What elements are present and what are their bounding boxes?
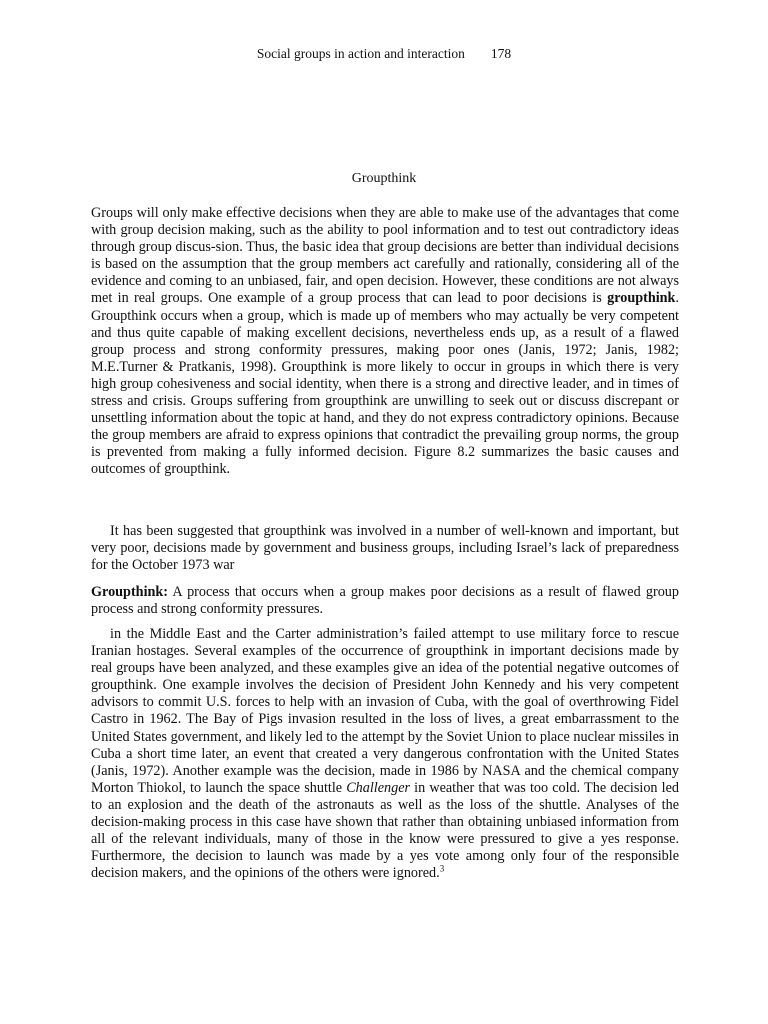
running-title: Social groups in action and interaction — [256, 46, 465, 61]
paragraph-text: . Groupthink occurs when a group, which is made up of members who may actually be very competent and thus quite capable of making excellent decisions, nevertheless ends up, as a result of a flawed group process and strong conformity pressures, making poor ones (Janis, 1972; Janis, 1982; M.E.Turner & Pratkanis, 1998). Groupthink is more likely to occur in groups in which there is very high group cohesiveness and social identity, when there is a strong and directive leader, and in times of stress and crisis. Groups suffering from groupthink are unwilling to seek out or discuss discrepant or unsettling information about the topic at hand, and they do not express contradictory opinions. Because the group members are afraid to express opinions that contradict the prevailing group norms, the group is prevented from making a fully informed decision. Figure 8.2 summarizes the basic causes and outcomes of groupthink. — [91, 290, 679, 478]
section-title: Groupthink — [351, 171, 417, 186]
body-paragraph-3 — [91, 626, 679, 882]
footnote-marker[interactable]: 3 — [439, 863, 445, 874]
italic-term: Challenger — [346, 779, 411, 796]
definition-text: A process that occurs when a group makes poor decisions as a result of flawed group process and strong conformity pressures. — [91, 584, 679, 618]
paragraph-text: in weather that was too cold. The decision led to an explosion and the death of the astronauts as well as the loss of the shuttle. Analyses of the decision-making process in this case have shown that rather than obtaining unbiased information from all of the relevant individuals, many of those in the know were pressured to give a yes response. Furthermore, the decision to launch was made by a yes vote among only four of the responsible decision makers, and the opinions of the others were ignored. — [91, 779, 679, 882]
key-term: groupthink — [607, 290, 676, 307]
page-number: 178 — [490, 46, 512, 61]
paragraph-text: Groups will only make effective decisions when they are able to make use of the advantages that come with group decision making, such as the ability to pool information and to test out contradictory ideas through group discus-sion. Thus, the basic idea that group decisions are better than individual decisions is based on the assumption that the group members act carefully and rationally, considering all of the evidence and coming to an unbiased, fair, and open decision. However, these conditions are not always met in real groups. One example of a group process that can lead to poor decisions is — [91, 205, 679, 307]
paragraph-text: in the Middle East and the Carter administration’s failed attempt to use military force to rescue Iranian hostages. Several examples of the occurrence of groupthink in important decisions made by real groups have been analyzed, and these examples give an idea of the potential negative outcomes of groupthink. One example involves the decision of President John Kennedy and his very competent advisors to commit U.S. forces to help with an invasion of Cuba, with the goal of overthrowing Fidel Castro in 1962. The Bay of Pigs invasion resulted in the loss of lives, a great embarrassment to the United States government, and likely led to the attempt by the Soviet Union to place nuclear missiles in Cuba a short time later, an event that created a very dangerous confrontation with the United States (Janis, 1972). Another example was the decision, made in 1986 by NASA and the chemical company Morton Thiokol, to launch the space shuttle — [91, 626, 679, 796]
body-paragraph-1 — [91, 205, 679, 479]
definition-term: Groupthink: — [91, 584, 169, 600]
body-paragraph-2: It has been suggested that groupthink was involved in a number of well-known and important, but very poor, decisions made by government and business groups, including Israel’s lack of preparedness for the October 1973 war — [91, 523, 679, 574]
glossary-definition — [91, 584, 679, 618]
running-header — [0, 45, 768, 63]
